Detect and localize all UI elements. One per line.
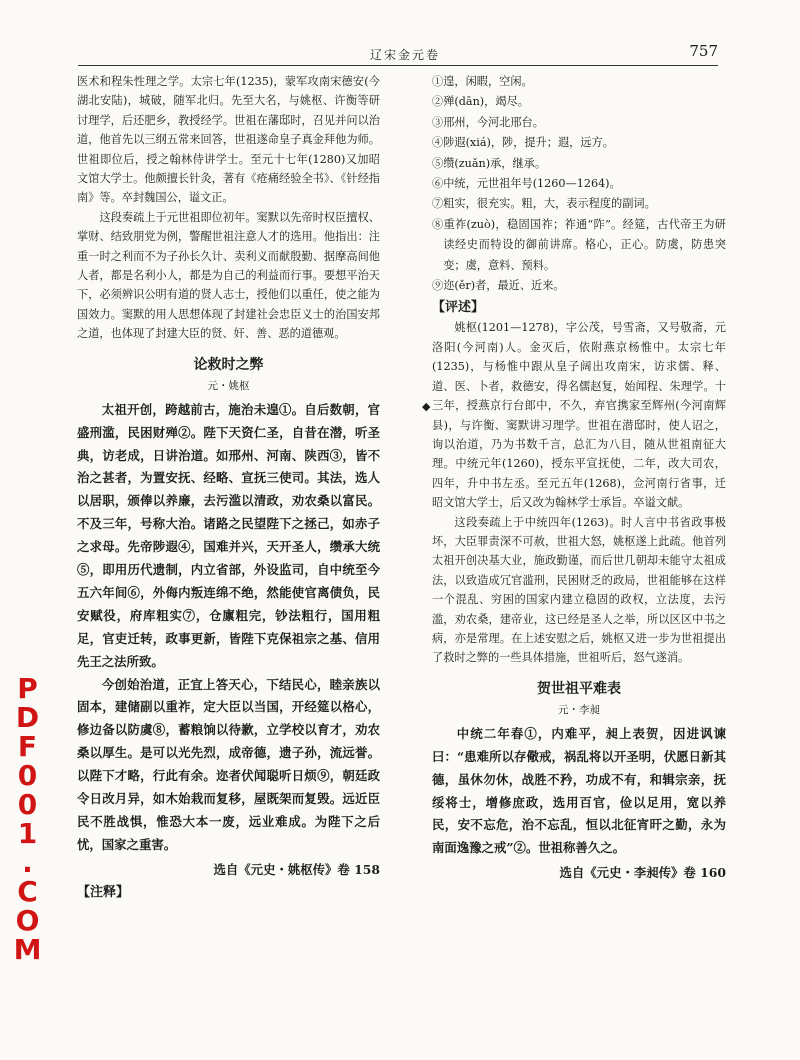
notes-heading: 【注释】	[77, 884, 130, 900]
margin-mark: ◆	[422, 400, 431, 413]
review-paragraph: 姚枢(1201—1278)，字公茂，号雪斋，又号敬斋，元洛阳(今河南)人。金灭后，依附燕京杨惟中。太宗七年(1235)，与杨惟中跟从皇子阔出攻南宋，访求儒、释、道、医、卜者，救德安，得名儒赵复，始闻程、朱理学。十三年，授燕京行台郎中，不久，弃官携家至辉州(今河南辉县)，与许衡、窦默讲习理学。世祖在潜邸时，使人诏之，询以治道，乃为书数千言，总汇为八目，随从世祖南征大理。中统元年(1260)，授东平宣抚使，二年，改大司农，四年，升中书左丞。至元五年(1268)，佥河南行省事，迁昭文馆大学士，后又改为翰林学士承旨。卒谥文献。	[432, 321, 726, 510]
review-paragraph: 这段奏疏上于中统四年(1263)。时人言中书省政事极坏，大臣罪责深不可赦，世祖大怒，姚枢遂上此疏。他首列太祖开创决基大业，施政勤谨，而后世几朝却未能守太祖成法，以致造成冗官滥刑，民困财乏的政局，世祖能够在这样一个混乱、穷困的国家内建立稳固的政权，立法度，去污滥，劝农桑，建帝业，这已经是圣人之举，所以区区中书之病，亦是常理。在上述安慰之后，姚枢又进一步为世祖提出了救时之弊的一些具体措施，世祖听后，怒气遂消。	[432, 515, 726, 665]
commentary-paragraph: 医术和程朱性理之学。太宗七年(1235)，蒙军攻南宋德安(今湖北安陆)，城破，随军北归。先至大名，与姚枢、许衡等研讨理学，后还肥乡，教授经学。世祖在藩邸时，召见并问以治道，他首先以三纲五常来回答，世祖遂命皇子真金拜他为师。世祖即位后，授之翰林侍讲学士。至元十七年(1280)又加昭文馆大学士。他颇擅长针灸，著有《疮痛经验全书》、《针经指南》等。卒封魏国公，谥文正。	[77, 75, 380, 205]
essay-title: 论救时之弊	[193, 356, 264, 373]
watermark: PDF001.COM	[11, 672, 44, 962]
essay-paragraph: 今创始治道，正宜上答天心，下结民心，睦亲族以固本，建储副以重祚，定大臣以当国，开经筵以格心，修边备以防虞⑧，蓄粮饷以待歉，立学校以育才，劝农桑以厚生。是可以光先烈，成帝德，遗子孙，流远誉。以陛下才略，行此有余。迩者伏闻聪听日烦⑨，朝廷政令日改月异，如木始栽而复移，屋既架而复毁。远近臣民不胜战惧，惟恐大本一废，远业难成。为陛下之后忧，国家之重害。	[77, 676, 380, 852]
running-title: 辽宋金元卷	[370, 48, 441, 62]
note-item: ①遑，闲暇，空闲。	[432, 75, 533, 88]
memorial-title: 贺世祖平难表	[537, 680, 621, 697]
note-item: ⑨迩(ěr)者，最近、近来。	[432, 279, 565, 293]
review-heading: 【评述】	[432, 300, 485, 316]
note-item: ③邢州，今河北邢台。	[432, 115, 544, 129]
page-header	[78, 40, 718, 66]
note-item: ②殚(dān)，竭尽。	[432, 95, 529, 109]
memorial-source: 选自《元史・李昶传》卷 160	[559, 865, 726, 881]
note-item: ⑧重祚(zuò)，稳固国祚；祚通“阼”。经筵，古代帝王为研读经史而特设的御前讲席。格心，正心。防虞，防患突变；虞，意料、预料。	[432, 217, 726, 272]
memorial-paragraph: 中统二年春①，内难平，昶上表贺，因进讽谏曰：“患难所以存儆戒，祸乱将以开圣明，伏愿日新其德，虽休勿休，战胜不矜，功成不有，和辑宗亲，抚绥将士，增修庶政，选用百官，俭以足用，宽以养民，安不忘危，治不忘乱，恒以北征宵旰之勤，永为南面逸豫之戒”②。世祖称善久之。	[432, 725, 726, 856]
notes-list	[432, 72, 726, 296]
note-item: ⑥中统，元世祖年号(1260—1264)。	[432, 177, 621, 191]
left-column	[77, 72, 380, 903]
essay-author: 元・姚枢	[207, 379, 250, 392]
page-number: 757	[689, 42, 718, 60]
header-rule	[78, 65, 718, 66]
right-column	[432, 72, 726, 884]
note-item: ④陟遐(xiá)，陟，提升；遐，远方。	[432, 136, 614, 150]
memorial-author: 元・李昶	[558, 703, 600, 716]
note-item: ⑦粗实，很充实。粗，大，表示程度的副词。	[432, 197, 656, 211]
note-item: ⑤缵(zuǎn)承，继承。	[432, 156, 547, 170]
commentary-paragraph: 这段奏疏上于元世祖即位初年。窦默以先帝时权臣擅权、掌财、结致朋党为例，警醒世祖注意人才的选用。他指出：注重一时之利而不为子孙长久计、卖利义而献殷勤、据摩高间他人者，都是名利小人，都是为自己的利益而行事。要想平治天下，必须辨识公明有道的贤人志士，授他们以重任，使之能为国效力。窦默的用人思想体现了封建社会忠臣义士的治国安邦之道，也体现了封建大臣的贤、奸、善、恶的道德观。	[77, 210, 380, 341]
essay-source: 选自《元史・姚枢传》卷 158	[213, 861, 380, 877]
essay-paragraph: 太祖开创，跨越前古，施治未遑①。自后数朝，官盛刑滥，民困财殚②。陛下天资仁圣，自昔在潜，听圣典，访老成，日讲治道。如邢州、河南、陕西③，皆不治之甚者，为置安抚、经略、宣抚三使司。其法，选人以居职，颁俸以养廉，去污滥以清政，劝农桑以富民。不及三年，号称大治。诸路之民望陛下之拯己，如赤子之求母。先帝陟遐④，国难并兴，天开圣人，缵承大统⑤，即用历代遗制，内立省部，外设监司，自中统至今五六年间⑥，外侮内叛连绵不绝，然能使官离债负，民安赋役，府库粗实⑦，仓廪粗完，钞法粗行，国用粗足，官吏迁转，政事更新，皆陛下克保祖宗之基、信用先王之法所致。	[77, 401, 380, 669]
